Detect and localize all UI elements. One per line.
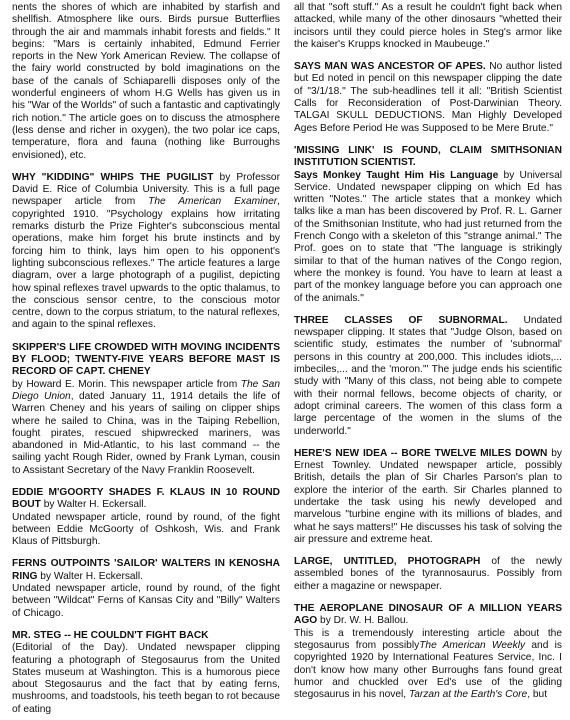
source-title: The San Diego Union <box>12 378 280 402</box>
entry-text: MR. STEG -- HE COULDN'T FIGHT BACK (Editorial of the Day). Undated newspaper clipping featuring a photograph of Stegosaurus from the United States museum at Washington. This is a humorous piece about Stegosaurus and the fact that by eating ferns, mushrooms, and toadstools, his teeth began to rot because of eating <box>12 629 280 715</box>
entry-headline: MR. STEG -- HE COULDN'T FIGHT BACK <box>12 629 209 641</box>
entry-mr-steg-continued <box>294 2 562 51</box>
entry-text: EDDIE M'GOORTY SHADES F. KLAUS IN 10 ROUND BOUT by Walter H. Eckersall. Undated newspaper article, round by round, of the fight between Eddie McGoorty of Oshkosh, Wis. and Frank Klaus of Pittsburgh. <box>12 486 280 548</box>
entry-text: 'MISSING LINK' IS FOUND, CLAIM SMITHSONIAN INSTITUTION SCIENTIST. Says Monkey Taught Him His Language by Universal Service. Undated newspaper clipping on which Ed has written "Notes." The article states that a monkey which talks like a man has been discovered by Prof. R. L. Garner of the Smithsonian Institute, who had just returned from the French Congo with a skeleton of this "strange animal." The Prof. goes on to state that "The language is strikingly similar to that of the human natives of the Congo region, where the monkey is found. You have to learn at least a part of the monkey language before you can approach one of the animals." <box>294 144 562 304</box>
entry-headline: 'MISSING LINK' IS FOUND, CLAIM SMITHSONIAN INSTITUTION SCIENTIST. <box>294 144 562 169</box>
source-title: The American Examiner <box>148 196 278 208</box>
entry-missing-link <box>294 145 562 305</box>
novel-title: Tarzan at the Earth's Core <box>408 689 528 701</box>
entry-man-ancestor-apes <box>294 61 562 135</box>
entry-text: LARGE, UNTITLED, PHOTOGRAPH of the newly assembled bones of the tyrannosaurus. Possibly from either a magazine or newspaper. <box>294 556 562 592</box>
right-column <box>294 2 562 720</box>
entry-headline: FERNS OUTPOINTS 'SAILOR' WALTERS IN KENOSHA RING <box>12 558 280 582</box>
entry-mars-continued <box>12 2 280 162</box>
entry-headline: HERE'S NEW IDEA -- BORE TWELVE MILES DOWN <box>294 447 548 459</box>
entry-untitled-photograph <box>294 556 562 593</box>
entry-text: all that "soft stuff." As a result he couldn't fight back when attacked, while many of the other dinosaurs "whetted their incisors until they could pierce holes in Steg's armor like the kaiser's Krupps knocked in Maubeuge." <box>294 2 562 50</box>
entry-kidding-pugilist <box>12 172 280 332</box>
two-column-layout <box>12 2 564 720</box>
entry-text: nents the shores of which are inhabited by starfish and shellfish. Atmosphere like ours. Birds pursue Butterflies through the air and mammals inhabit forests and fields." It begins: "Mars is certainly inhabited, Edmund Ferrier reports in the New York American Review. The collapse of the fairy world constructed by bold imaginations on the base of the canals of Schiaparelli disposes only of the wonderful engineers of whom H.G Wells has given us in his "War of the Worlds" of such a fantastic and captivatingly rich notion." The article goes on to discuss the atmosphere (less dense and richer in oxygen), the two polar ice caps, temperature, flora and fauna (nothing like Burroughs envisioned), etc. <box>12 2 280 161</box>
entry-text: HERE'S NEW IDEA -- BORE TWELVE MILES DOWN by Ernest Townley. Undated newspaper article, possibly British, details the plan of Sir Charles Parson's plan to explore the interior of the earth. Sir Charles planned to undertake the task using his newly developed and marvelous "turbine engine with its millions of blades, and what he says matters!" He discusses his task of solving the air pressure and extreme heat. <box>294 447 562 545</box>
entry-text: THE AEROPLANE DINOSAUR OF A MILLION YEARS AGO by Dr. W. H. Ballou. This is a tremendously interesting article about the stegosaurus from possiblyThe American Weekly and is copyrighted 1920 by International Features Service, Inc. I don't know how many other Burroughs fans found great humor and chuckled over Ed's use of the gliding stegosaurus in his novel, Tarzan at the Earth's Core, but <box>294 603 562 701</box>
entry-aeroplane-dinosaur <box>294 603 562 701</box>
entry-skipper-life <box>12 342 280 477</box>
entry-headline: SAYS MAN WAS ANCESTOR OF APES. <box>294 61 486 73</box>
entry-three-classes-subnormal <box>294 315 562 438</box>
entry-headline: WHY "KIDDING" WHIPS THE PUGILIST <box>12 171 214 183</box>
entry-text: WHY "KIDDING" WHIPS THE PUGILIST by Professor David E. Rice of Columbia University. This is a full page newspaper article from The American Examiner, copyrighted 1910. "Psychology explains how irritating remarks disturb the Prize Fighter's subconscious mental operations, make him forget his brute instincts and by forcing him to think, lays him open to his opponent's lighting subconscious reflexes." The article features a large diagram, over a large photograph of a pugilist, depicting how spinal reflexes travel upwards to the optic thalamus, to the conscious sensor centre, to the conscious motor centre, down to the corpus striatum, to the natural reflexes, and again to the spinal reflexes. <box>12 171 280 331</box>
entry-headline: EDDIE M'GOORTY SHADES F. KLAUS IN 10 ROUND BOUT <box>12 486 280 511</box>
source-title: The American Weekly <box>419 639 526 651</box>
entry-headline: SKIPPER'S LIFE CROWDED WITH MOVING INCIDENTS BY FLOOD; TWENTY-FIVE YEARS BEFORE MAST IS RECORD OF CAPT. CHENEY <box>12 341 280 378</box>
left-column <box>12 2 280 720</box>
entry-headline: LARGE, UNTITLED, PHOTOGRAPH <box>294 556 481 568</box>
entry-mcgoorty-klaus <box>12 487 280 548</box>
entry-text: THREE CLASSES OF SUBNORMAL. Undated newspaper clipping. It states that "Judge Olson, based on scientific study, estimates the number of 'subnormal' persons in this country at 200,000. This includes idiots,... imbeciles,... and the 'moron.'" The judge ends his scientific study with "Many of this class, not being able to compete with their normal fellows, become objects of charity, or adopt criminal careers. The women of this class form a large percentage of the women in the slums of the underworld." <box>294 314 562 437</box>
entry-text: FERNS OUTPOINTS 'SAILOR' WALTERS IN KENOSHA RING by Walter H. Eckersall. Undated newspaper article, round by round, of the fight between "Wildcat" Ferns of Kansas City and "Billy" Walters of Chicago. <box>12 558 280 619</box>
entry-subheadline: Says Monkey Taught Him His Language <box>294 169 499 181</box>
entry-mr-steg <box>12 630 280 716</box>
entry-text: SAYS MAN WAS ANCESTOR OF APES. No author listed but Ed noted in pencil on this newspaper clipping the date of "3/1/18." The sub-headlines tell it all: "British Scientist Calls for Reconsideration of Post-Darwinian Theory. TALGAI SKULL DEDUCTIONS. Man Highly Developed Ages Before Period He was Supposed to be Mere Brute." <box>294 61 562 134</box>
entry-bore-twelve-miles <box>294 448 562 546</box>
entry-headline: THE AEROPLANE DINOSAUR OF A MILLION YEARS AGO <box>294 603 562 627</box>
entry-headline: THREE CLASSES OF SUBNORMAL. <box>294 314 508 326</box>
entry-text: SKIPPER'S LIFE CROWDED WITH MOVING INCIDENTS BY FLOOD; TWENTY-FIVE YEARS BEFORE MAST IS RECORD OF CAPT. CHENEY by Howard E. Morin. This newspaper article from The San Diego Union, dated January 11, 1914 details the life of Warren Cheney and his years of sailing on clipper ships where he sailed to China, was in the Taiping Rebellion, fought pirates, rescued shipwrecked mariners, was abandoned in Mid-Atlantic, to his last command -- the sailing yacht Rough Rider, owned by Frank Lyman, cousin to Assistant Secretary of the Navy Franklin Roosevelt. <box>12 341 280 476</box>
entry-ferns-walters <box>12 558 280 619</box>
